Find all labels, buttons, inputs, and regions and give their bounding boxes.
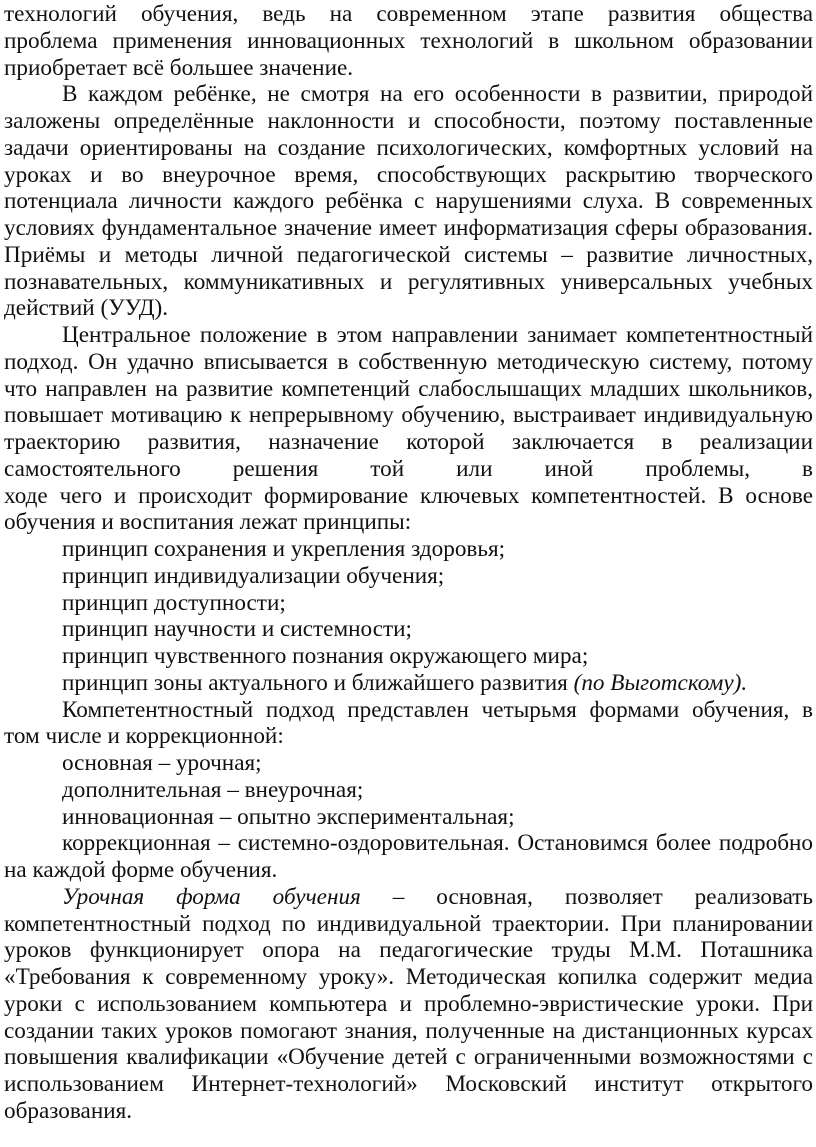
line-text: Приёмы и методы личной педагогической системы – развитие личностных, [4,241,813,268]
line-text: действий (УУД). [4,295,169,322]
line-text: заложены определённые наклонности и способности, поэтому поставленные [4,108,813,134]
text-line [4,27,813,56]
text-line [4,455,813,484]
line-text: принцип научности и системности; [62,616,412,643]
line-text: самостоятельного решения той или иной проблемы, в [4,455,813,482]
line-text: задачи ориентированы на создание психологических, комфортных условий на [4,134,813,161]
text-line [62,562,444,591]
line-text: компетентностный подход по индивидуальной траектории. При планировании [4,910,813,937]
line-text: принцип доступности; [62,589,286,616]
text-line [62,749,262,778]
text-line [62,642,588,671]
text-line [4,134,813,163]
line-text: что направлен на развитие компетенций слабослышащих младших школьников, [4,375,813,402]
text-line [4,1043,813,1072]
line-text: принцип индивидуализации обучения; [62,562,445,589]
line-text: создании таких уроков помогают знания, полученные на дистанционных курсах [4,1017,813,1044]
italic-reference: (по Выготскому). [573,669,748,696]
line-text: уроков функционирует опора на педагогические труды М.М. Поташника [4,937,813,964]
line-text: условиях фундаментальное значение имеет информатизация сферы образования. [4,215,813,241]
text-line [62,803,515,832]
text-line [4,722,284,751]
text-line [4,214,813,243]
line-text: дополнительная – внеурочная; [62,776,364,803]
text-line [4,856,277,885]
line-text: основная – урочная; [62,750,262,776]
line-text: траекторию развития, назначение которой заключается в реализации [4,429,813,455]
text-line [4,375,813,404]
line-text: – основная, позволяет реализовать [360,883,813,910]
text-line [4,963,813,992]
text-line [4,428,813,457]
line-text: познавательных, коммуникативных и регулятивных универсальных учебных [4,268,813,295]
text-line [4,54,353,83]
text-line [4,482,813,511]
text-line [4,990,813,1019]
line-text: В каждом ребёнке, не смотря на его особенности в развитии, природой [62,81,813,108]
line-text: подход. Он удачно вписывается в собственную методическую систему, потому [4,348,813,375]
text-line [62,589,286,618]
line-text: Компетентностный подход представлен четырьмя формами обучения, в [62,696,813,723]
text-line [4,161,813,190]
text-line [4,0,813,29]
line-text: потенциала личности каждого ребёнка с нарушениями слуха. В современных [4,188,813,215]
text-line [4,401,813,430]
line-text: проблема применения инновационных технологий в школьном образовании [4,27,813,54]
line-text: технологий обучения, ведь на современном этапе развития общества [4,1,813,27]
line-text: повышения квалификации «Обучение детей с ограниченными возможностями с [4,1044,813,1071]
line-text: Центральное положение в этом направлении занимает компетентностный [62,322,813,348]
line-text: уроки с использованием компьютера и проблемно-эвристические уроки. При [4,990,813,1017]
text-line [62,615,412,644]
line-text: «Требования к современному уроку». Методическая копилка содержит медиа [4,964,813,990]
line-text: принцип зоны актуального и ближайшего развития [62,669,574,696]
text-line [62,829,813,858]
line-text: том числе и коррекционной: [4,723,284,750]
text-line [62,883,813,912]
line-text: образования. [4,1097,133,1124]
line-text: приобретает всё большее значение. [4,54,354,81]
text-line [4,910,813,939]
line-text: уроках и во внеурочное время, способствующих раскрытию творческого [4,161,813,188]
line-text: повышает мотивацию к непрерывному обучению, выстраивает индивидуальную [4,402,813,429]
italic-term: Урочная форма обучения [62,883,361,910]
line-text: на каждой форме обучения. [4,857,278,883]
text-line [62,776,363,805]
text-line [4,268,813,297]
text-line [4,348,813,377]
line-text: коррекционная – системно-оздоровительная. Остановимся более подробно [62,830,813,857]
line-text: ходе чего и происходит формирование ключевых компетентностей. В основе [4,482,813,509]
line-text: принцип сохранения и укрепления здоровья; [62,536,506,562]
text-line [4,241,813,270]
text-line [62,669,747,698]
text-line [4,294,168,323]
line-text: обучения и воспитания лежат принципы: [4,509,412,536]
text-line [4,1097,132,1126]
text-line [62,80,813,109]
line-text: принцип чувственного познания окружающего мира; [62,643,589,669]
text-line [4,107,813,136]
line-text: использованием Интернет-технологий» Московский институт открытого [4,1071,813,1097]
text-line [62,535,505,564]
text-line [4,508,411,537]
text-line [4,1070,813,1099]
text-line [4,936,813,965]
text-line [62,696,813,725]
text-line [4,1017,813,1046]
text-line [4,187,813,216]
text-line [62,321,813,350]
line-text: инновационная – опытно экспериментальная; [62,803,515,830]
